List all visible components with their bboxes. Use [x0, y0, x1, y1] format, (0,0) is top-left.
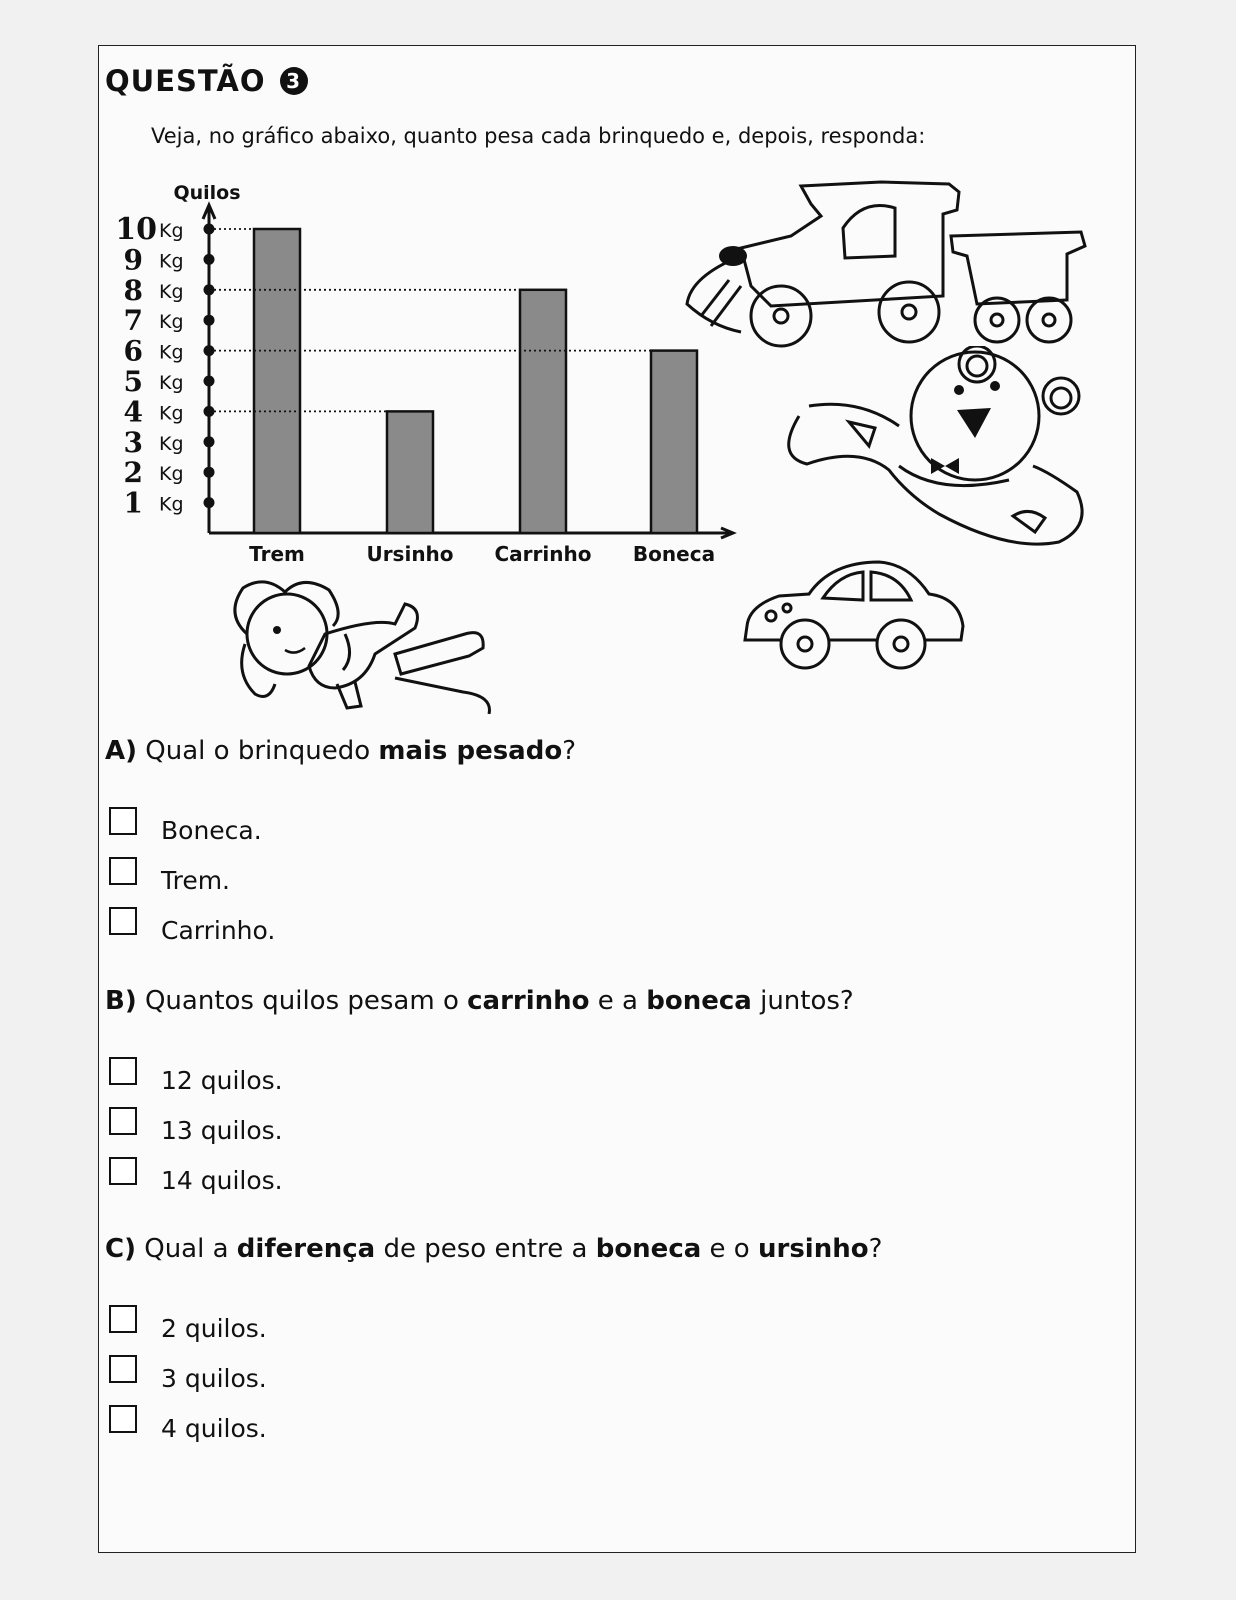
option-b-2 [109, 1116, 283, 1145]
question-c-text: Qual a [144, 1234, 237, 1264]
y-tick-unit: Kg [159, 280, 184, 303]
y-tick-unit: Kg [159, 250, 184, 273]
teddy-bear-icon [779, 346, 1099, 566]
y-axis-title: Quilos [173, 182, 241, 204]
y-tick-dot [204, 315, 215, 326]
y-tick-label: 9 [123, 243, 143, 277]
question-a-text: Qual o brinquedo [145, 736, 379, 766]
option-checkbox[interactable] [109, 1355, 137, 1383]
worksheet-page [98, 45, 1136, 1553]
option-checkbox[interactable] [109, 1107, 137, 1135]
question-title: QUESTÃO [105, 64, 266, 98]
y-tick-label: 8 [123, 273, 143, 307]
question-a-emphasis: mais pesado [378, 736, 563, 766]
option-label: 4 quilos. [161, 1414, 267, 1443]
question-c-text-end: ? [868, 1234, 883, 1264]
question-c [105, 1234, 882, 1264]
question-c-text-mid-2: e o [701, 1234, 758, 1264]
y-tick-unit: Kg [159, 463, 184, 486]
y-tick-label: 4 [123, 395, 143, 429]
bar-carrinho [520, 290, 566, 533]
y-tick-unit: Kg [159, 220, 184, 242]
option-c-3 [109, 1414, 267, 1443]
train-icon [681, 176, 1111, 356]
question-a-text-end: ? [562, 736, 577, 766]
option-b-3 [109, 1166, 283, 1195]
question-c-emphasis-3: ursinho [757, 1234, 869, 1264]
y-tick-dot [204, 436, 215, 447]
x-category-label: Trem [249, 542, 305, 566]
question-b-letter: B) [105, 986, 137, 1016]
option-b-1 [109, 1066, 283, 1095]
doll-icon [225, 574, 505, 714]
y-tick-label: 7 [123, 304, 143, 338]
option-label: 2 quilos. [161, 1314, 267, 1343]
y-tick-label: 3 [123, 425, 143, 459]
y-tick-label: 1 [123, 486, 143, 520]
y-tick-label: 2 [123, 456, 143, 490]
option-checkbox[interactable] [109, 1405, 137, 1433]
question-a-letter: A) [105, 736, 138, 766]
option-checkbox[interactable] [109, 857, 137, 885]
x-category-label: Carrinho [494, 542, 592, 566]
option-a-3 [109, 916, 275, 945]
y-tick-dot [204, 376, 215, 387]
option-label: 12 quilos. [161, 1066, 283, 1095]
option-label: Boneca. [161, 816, 262, 845]
option-checkbox[interactable] [109, 1057, 137, 1085]
option-checkbox[interactable] [109, 1305, 137, 1333]
option-a-2 [109, 866, 230, 895]
option-checkbox[interactable] [109, 907, 137, 935]
question-b [105, 986, 854, 1016]
y-tick-dot [204, 497, 215, 508]
option-c-2 [109, 1364, 267, 1393]
option-checkbox[interactable] [109, 1157, 137, 1185]
x-category-label: Ursinho [366, 542, 454, 566]
question-c-letter: C) [105, 1234, 136, 1264]
question-c-text-mid-1: de peso entre a [375, 1234, 596, 1264]
y-tick-unit: Kg [159, 341, 184, 364]
x-category-label: Boneca [632, 542, 716, 566]
bar-ursinho [387, 411, 433, 533]
question-b-emphasis-1: carrinho [467, 986, 590, 1016]
y-tick-dot [204, 254, 215, 265]
car-icon [739, 556, 969, 676]
y-tick-unit: Kg [159, 311, 184, 334]
y-tick-unit: Kg [159, 432, 184, 455]
bar-trem [254, 229, 300, 533]
y-tick-dot [204, 467, 215, 478]
y-tick-label: 5 [123, 365, 143, 398]
question-b-text-end: juntos? [751, 986, 854, 1016]
question-c-emphasis-2: boneca [595, 1234, 702, 1264]
question-b-emphasis-2: boneca [646, 986, 752, 1016]
bar-boneca [651, 351, 697, 533]
option-a-1 [109, 816, 262, 845]
option-c-1 [109, 1314, 267, 1343]
y-tick-unit: Kg [159, 493, 184, 516]
option-label: Carrinho. [161, 916, 276, 945]
question-c-emphasis-1: diferença [236, 1234, 376, 1264]
y-tick-unit: Kg [159, 372, 184, 394]
option-label: 13 quilos. [161, 1116, 283, 1145]
question-a [105, 736, 576, 766]
option-label: 3 quilos. [161, 1364, 267, 1393]
y-tick-label: 10 [115, 212, 157, 247]
option-label: Trem. [161, 866, 231, 895]
option-label: 14 quilos. [161, 1166, 283, 1195]
y-tick-unit: Kg [159, 402, 184, 425]
option-checkbox[interactable] [109, 807, 137, 835]
question-number-badge: 3 [280, 67, 308, 95]
question-b-text-mid: e a [589, 986, 647, 1016]
question-b-text: Quantos quilos pesam o [144, 986, 468, 1016]
instruction-text: Veja, no gráfico abaixo, quanto pesa cada brinquedo e, depois, responda: [151, 124, 926, 148]
y-tick-label: 6 [123, 334, 143, 368]
